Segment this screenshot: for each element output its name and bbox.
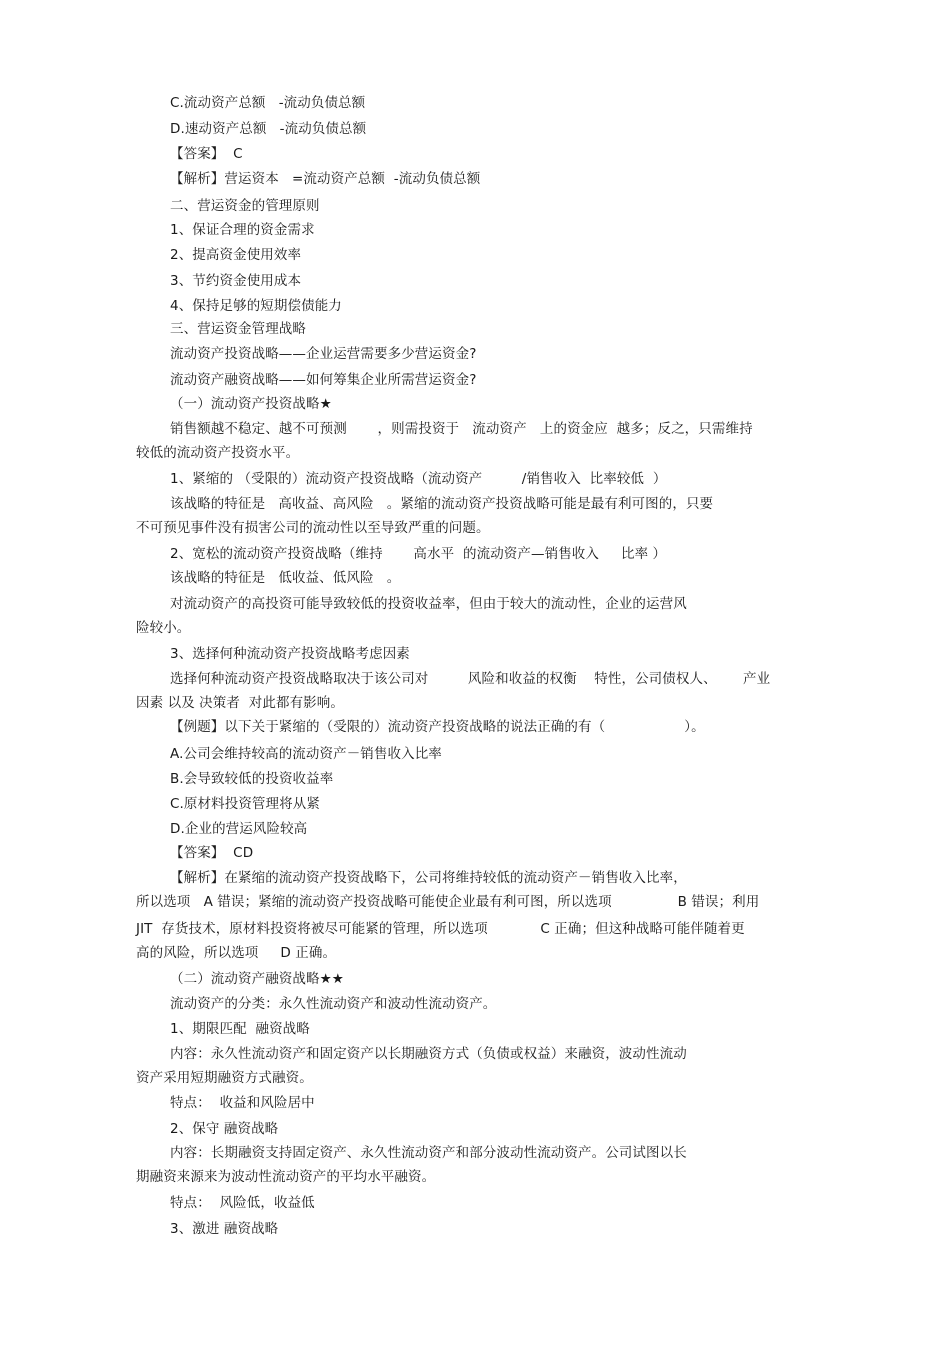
text-line: 2、保守 融资战略 [170, 1121, 279, 1137]
text-line: 内容：永久性流动资产和固定资产以长期融资方式（负债或权益）来融资，波动性流动 [170, 1046, 687, 1062]
text-line: 内容：长期融资支持固定资产、永久性流动资产和部分波动性流动资产。公司试图以长 [170, 1145, 687, 1161]
text-line: 【答案】 C [170, 146, 243, 162]
text-line: 特点： 风险低，收益低 [170, 1195, 315, 1211]
text-line: 二、营运资金的管理原则 [170, 198, 320, 214]
text-line: 三、营运资金管理战略 [170, 321, 306, 337]
text-line: 期融资来源来为波动性流动资产的平均水平融资。 [136, 1169, 436, 1185]
text-line: 资产采用短期融资方式融资。 [136, 1070, 313, 1086]
text-line: 2、宽松的流动资产投资战略（维持 高水平 的流动资产—销售收入 比率 ） [170, 546, 667, 562]
text-line: 1、紧缩的 （受限的）流动资产投资战略（流动资产 /销售收入 比率较低 ） [170, 471, 667, 487]
text-line: 3、节约资金使用成本 [170, 273, 302, 289]
text-line: 流动资产融资战略——如何筹集企业所需营运资金? [170, 372, 477, 388]
text-line: 销售额越不稳定、越不可预测 ，则需投资于 流动资产 上的资金应 越多；反之，只需维持 [170, 421, 753, 437]
text-line: 该战略的特征是 高收益、高风险 。紧缩的流动资产投资战略可能是最有利可图的，只要 [170, 496, 714, 512]
text-line: 选择何种流动资产投资战略取决于该公司对 风险和收益的权衡 特性，公司债权人、 产业 [170, 671, 771, 687]
text-line: 【答案】 CD [170, 845, 254, 861]
text-line: 该战略的特征是 低收益、低风险 。 [170, 570, 401, 586]
text-line: 3、选择何种流动资产投资战略考虑因素 [170, 646, 410, 662]
text-line: 对流动资产的高投资可能导致较低的投资收益率，但由于较大的流动性，企业的运营风 [170, 596, 687, 612]
text-line: D.企业的营运风险较高 [170, 821, 308, 837]
text-line: 因素 以及 决策者 对此都有影响。 [136, 695, 344, 711]
text-line: 流动资产投资战略——企业运营需要多少营运资金? [170, 346, 477, 362]
text-line: 4、保持足够的短期偿债能力 [170, 298, 342, 314]
text-line: 流动资产的分类：永久性流动资产和波动性流动资产。 [170, 996, 497, 1012]
text-line: 较低的流动资产投资水平。 [136, 445, 300, 461]
text-line: （一）流动资产投资战略★ [170, 396, 332, 412]
text-line: 高的风险，所以选项 D 正确。 [136, 945, 337, 961]
text-line: 【例题】以下关于紧缩的（受限的）流动资产投资战略的说法正确的有（ ）。 [170, 719, 705, 735]
text-line: A.公司会维持较高的流动资产－销售收入比率 [170, 746, 442, 762]
text-line: 2、提高资金使用效率 [170, 247, 302, 263]
text-line: C.流动资产总额 -流动负债总额 [170, 95, 366, 111]
text-line: C.原材料投资管理将从紧 [170, 796, 320, 812]
text-line: 险较小。 [136, 620, 191, 636]
text-line: 【解析】营运资本 =流动资产总额 -流动负债总额 [170, 171, 481, 187]
text-line: 不可预见事件没有损害公司的流动性以至导致严重的问题。 [136, 520, 490, 536]
text-line: 所以选项 A 错误；紧缩的流动资产投资战略可能使企业最有利可图，所以选项 B 错误；利用 [136, 894, 760, 910]
text-line: 3、激进 融资战略 [170, 1221, 279, 1237]
text-line: 特点： 收益和风险居中 [170, 1095, 315, 1111]
text-line: 1、保证合理的资金需求 [170, 222, 315, 238]
text-line: （二）流动资产融资战略★★ [170, 971, 345, 987]
text-line: JIT 存货技术，原材料投资将被尽可能紧的管理，所以选项 C 正确；但这种战略可能伴随着更 [136, 921, 745, 937]
text-line: 【解析】在紧缩的流动资产投资战略下，公司将维持较低的流动资产－销售收入比率， [170, 870, 687, 886]
text-line: B.会导致较低的投资收益率 [170, 771, 334, 787]
text-line: D.速动资产总额 -流动负债总额 [170, 121, 367, 137]
text-line: 1、期限匹配 融资战略 [170, 1021, 310, 1037]
